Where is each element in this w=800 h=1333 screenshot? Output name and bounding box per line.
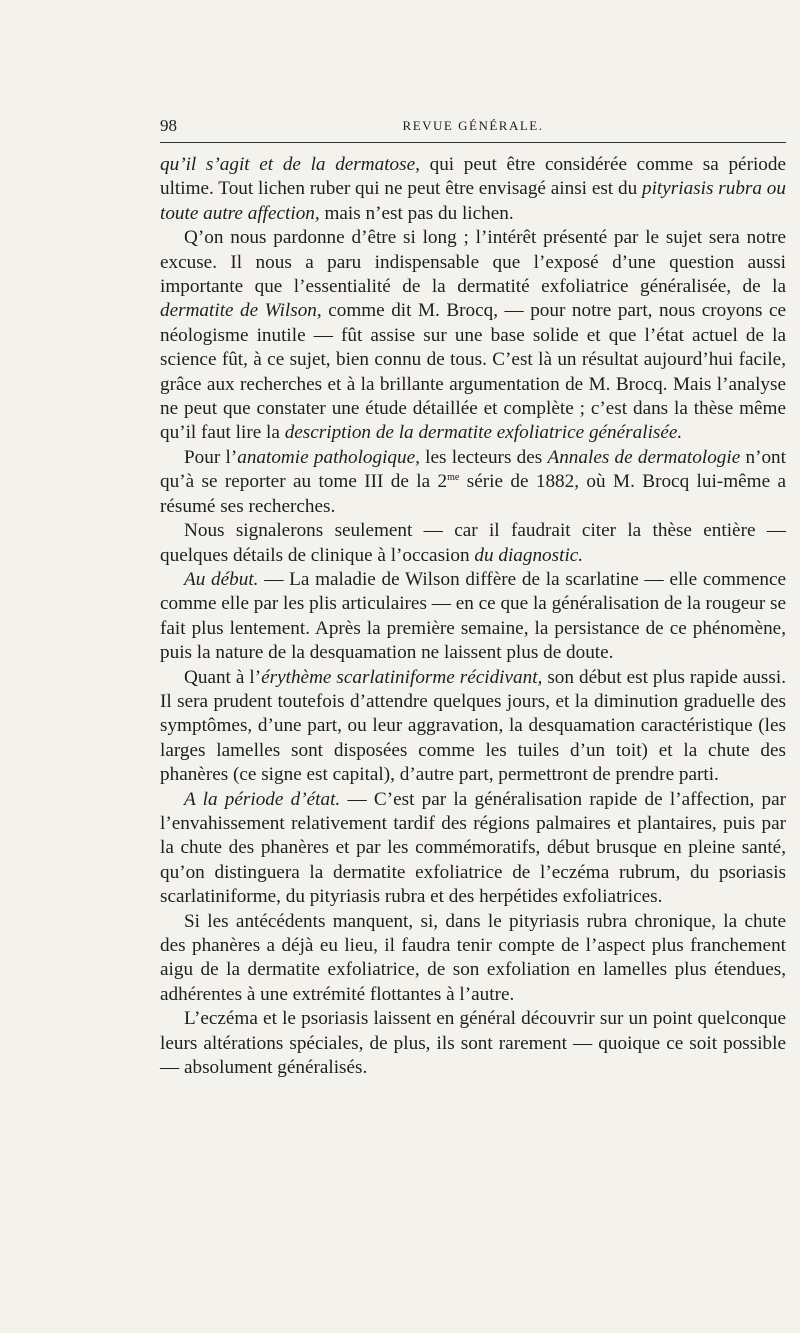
body-text	[160, 153, 786, 1080]
paragraph	[160, 1007, 786, 1080]
running-head: REVUE GÉNÉRALE.	[402, 118, 544, 133]
italic-span: A la période d’état.	[184, 788, 341, 810]
paragraph	[160, 519, 786, 568]
text-span: L’eczéma et le psoriasis laissent en général découvrir sur un point quelconque leurs altérations spéciales, de plus, ils sont rarement — quoique ce soit possible — absolument généralisés.	[160, 1008, 786, 1079]
text-span: son début est plus rapide aussi. Il sera prudent toutefois d’attendre quelques jours, et la diminution graduelle des symptômes, d’une part, ou leur aggravation, la desquamation caractéristique (les larges lamelles sont disposées comme les tuiles d’un toit) et la chute des phanères (ce signe est capital), d’autre part, permettront de prendre parti.	[160, 666, 786, 786]
italic-span: dermatite de Wilson,	[160, 300, 322, 322]
paragraph	[160, 153, 786, 226]
header-rule	[160, 142, 786, 143]
text-span: mais n’est pas du lichen.	[319, 202, 514, 224]
text-span: qui peut être considérée comme sa période ultime. Tout lichen ruber qui ne peut être envisagé ainsi est du	[160, 154, 786, 200]
page-header	[160, 116, 786, 138]
paragraph	[160, 226, 786, 446]
text-span: — C’est par la généralisation rapide de l’affection, par l’envahissement relativement tardif des régions palmaires et plantaires, puis par la chute des phanères et par les commémoratifs, début brusque en pleine santé, qu’on distinguera la dermatite exfoliatrice de l’eczéma rubrum, du psoriasis scarlatiniforme, du pityriasis rubra et des herpétides exfoliatrices.	[160, 788, 787, 908]
text-span: Nous signalerons seulement — car il faudrait citer la thèse entière — quelques détails de clinique à l’occasion	[160, 520, 786, 566]
italic-span: Au début.	[184, 568, 259, 590]
italic-span: description de la dermatite exfoliatrice généralisée.	[284, 422, 683, 444]
page-number: 98	[160, 116, 177, 135]
paragraph	[160, 446, 786, 519]
paragraph	[160, 788, 786, 910]
text-span: Quant à l’	[184, 666, 262, 688]
paragraph	[160, 910, 786, 1008]
text-span: — La maladie de Wilson diffère de la scarlatine — elle commence comme elle par les plis articulaires — en ce que la généralisation de la rougeur se fait plus lentement. Après la première semaine, la persistance de ce phénomène, puis la nature de la desquamation ne laissent plus de doute.	[160, 568, 787, 664]
text-span: les lecteurs des	[419, 446, 548, 468]
superscript: me	[447, 472, 460, 484]
paragraph	[160, 666, 786, 788]
text-span: Q’on nous pardonne d’être si long ; l’intérêt présenté par le sujet sera notre excuse. Il nous a paru indispensable que l’exposé d’une question aussi importante que l’essentialité de la dermatité exfoliatrice généralisée, de la	[160, 227, 786, 298]
text-span: série de 1882, où M. Brocq lui-même a résumé ses recherches.	[160, 471, 786, 517]
italic-span: pityriasis rubra ou toute autre affection,	[160, 178, 786, 224]
italic-span: Annales de dermatologie	[547, 446, 741, 468]
italic-span: anatomie pathologique,	[237, 446, 420, 468]
text-span: n’ont qu’à se reporter au tome III de la 2	[160, 446, 786, 493]
italic-span: qu’il s’agit et de la dermatose,	[160, 154, 420, 175]
paragraph	[160, 568, 786, 666]
text-span: comme dit M. Brocq, — pour notre part, nous croyons ce néologisme inutile — fût assise sur une base solide et que l’état actuel de la science fût, à ce sujet, bien connu de tous. C’est là un résultat aujourd’hui facile, grâce aux recherches et à la brillante argumentation de M. Brocq. Mais l’analyse ne peut que constater une étude détaillée et complète ; c’est dans la thèse même qu’il faut lire la	[160, 300, 786, 444]
italic-span: érythème scarlatiniforme récidivant,	[261, 666, 543, 688]
text-span: Pour l’	[184, 446, 238, 468]
text-span: Si les antécédents manquent, si, dans le pityriasis rubra chronique, la chute des phanères a déjà eu lieu, il faudra tenir compte de l’aspect plus franchement aigu de la dermatite exfoliatrice, de son exfoliation en lamelles plus étendues, adhérentes à une extrémité flottantes à l’autre.	[160, 910, 786, 1005]
italic-span: du diagnostic.	[474, 544, 584, 566]
